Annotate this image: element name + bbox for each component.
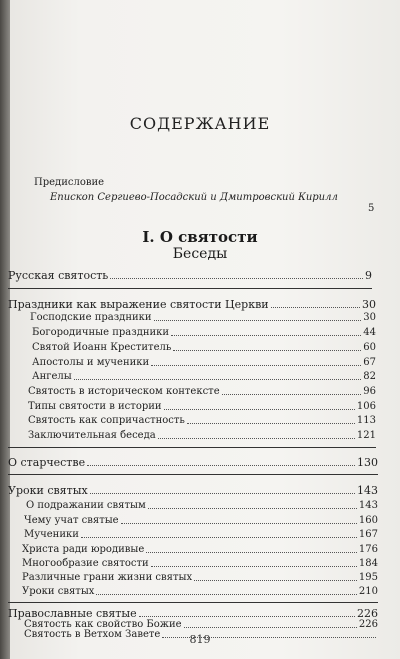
toc-entry-label: Святость в Ветхом Завете (24, 629, 161, 640)
section-divider (8, 474, 378, 475)
section-divider (8, 447, 376, 448)
toc-entry-apostles-martyrs (32, 355, 376, 369)
toc-entry-page: 184 (358, 558, 378, 569)
toc-entry-page: 106 (356, 401, 376, 412)
toc-entry-label: Святость как свойство Божие (24, 619, 182, 630)
toc-entry-label: Чему учат святые (24, 515, 119, 526)
toc-entry-label: Уроки святых (22, 586, 95, 597)
toc-entry-label: Различные грани жизни святых (22, 572, 193, 583)
toc-entry-angels (32, 369, 376, 383)
toc-entry-facets-of-life (22, 570, 378, 584)
toc-entry-page: 226 (358, 619, 378, 630)
toc-entry-imitation (26, 498, 378, 512)
toc-entry-what-saints-teach (24, 513, 378, 527)
toc-entry-martyrs (24, 527, 378, 541)
toc-entry-lord-holidays (30, 310, 376, 324)
section-divider (8, 602, 378, 603)
part-subtitle: Беседы (172, 246, 228, 262)
toc-entry-page: 167 (358, 529, 378, 540)
toc-entry-label: Праздники как выражение святости Церкви (8, 298, 269, 311)
toc-entry-page: 113 (356, 415, 376, 426)
page-title: СОДЕРЖАНИЕ (129, 114, 271, 133)
toc-entry-lessons-sub (22, 584, 378, 598)
toc-entry-label: Святость в историческом контексте (28, 386, 220, 397)
toc-entry-russian-holiness (8, 268, 372, 282)
toc-entry-page: 30 (362, 298, 376, 311)
toc-entry-diversity (22, 556, 378, 570)
toc-entry-label: О подражании святым (26, 500, 146, 511)
page-gutter-shadow (0, 0, 10, 659)
toc-entry-page: 226 (357, 607, 378, 620)
toc-entry-label: Православные святые (8, 607, 137, 620)
toc-entry-page: 60 (363, 342, 376, 353)
toc-entry-label: Апостолы и мученики (32, 357, 150, 368)
toc-entry-label: Ангелы (32, 371, 72, 382)
toc-entry-page: 176 (358, 544, 378, 555)
toc-entry-historical-context (28, 384, 376, 398)
toc-entry-label: Святость как сопричастность (28, 415, 185, 426)
toc-entry-label: Многообразие святости (22, 558, 149, 569)
toc-entry-label: О старчестве (8, 456, 86, 469)
toc-entry-page: 82 (363, 371, 376, 382)
toc-entry-john-baptist (32, 340, 376, 354)
part-title: I. О святости (142, 228, 258, 246)
toc-entry-label: Святой Иоанн Креститель (32, 342, 172, 353)
toc-entry-participation (28, 413, 376, 427)
toc-entry-page: 143 (357, 484, 378, 497)
toc-entry-final-talk (28, 428, 376, 442)
toc-entry-lessons (8, 483, 378, 497)
toc-entry-page: 30 (363, 312, 376, 323)
toc-entry-page: 130 (357, 456, 378, 469)
toc-entry-page: 9 (365, 269, 372, 282)
toc-entry-eldership (8, 455, 378, 469)
toc-entry-theotokos-holidays (32, 325, 376, 339)
preface-page-number: 5 (368, 203, 375, 214)
toc-entry-label: Заключительная беседа (28, 430, 156, 441)
page-number: 819 (189, 633, 211, 646)
preface-author: Епископ Сергиево-Посадский и Дмитровский Кирилл (50, 192, 338, 203)
toc-entry-label: Мученики (24, 529, 79, 540)
toc-entry-label: Христа ради юродивые (22, 544, 145, 555)
toc-entry-types-of-holiness (28, 399, 376, 413)
toc-entry-page: 160 (358, 515, 378, 526)
toc-entry-label: Уроки святых (8, 484, 88, 497)
toc-entry-page: 210 (358, 586, 378, 597)
toc-entry-page: 96 (363, 386, 376, 397)
toc-entry-page: 143 (358, 500, 378, 511)
toc-entry-holidays (8, 297, 376, 311)
toc-entry-page: 44 (363, 327, 376, 338)
toc-entry-label: Господские праздники (30, 312, 152, 323)
toc-entry-fools-for-christ (22, 542, 378, 556)
toc-entry-page: 121 (356, 430, 376, 441)
toc-entry-page: 195 (358, 572, 378, 583)
section-divider (8, 288, 372, 289)
toc-entry-page: 67 (363, 357, 376, 368)
toc-entry-label: Типы святости в истории (28, 401, 162, 412)
toc-entry-label: Богородичные праздники (32, 327, 170, 338)
preface-label: Предисловие (34, 177, 105, 188)
toc-entry-label: Русская святость (8, 269, 109, 282)
